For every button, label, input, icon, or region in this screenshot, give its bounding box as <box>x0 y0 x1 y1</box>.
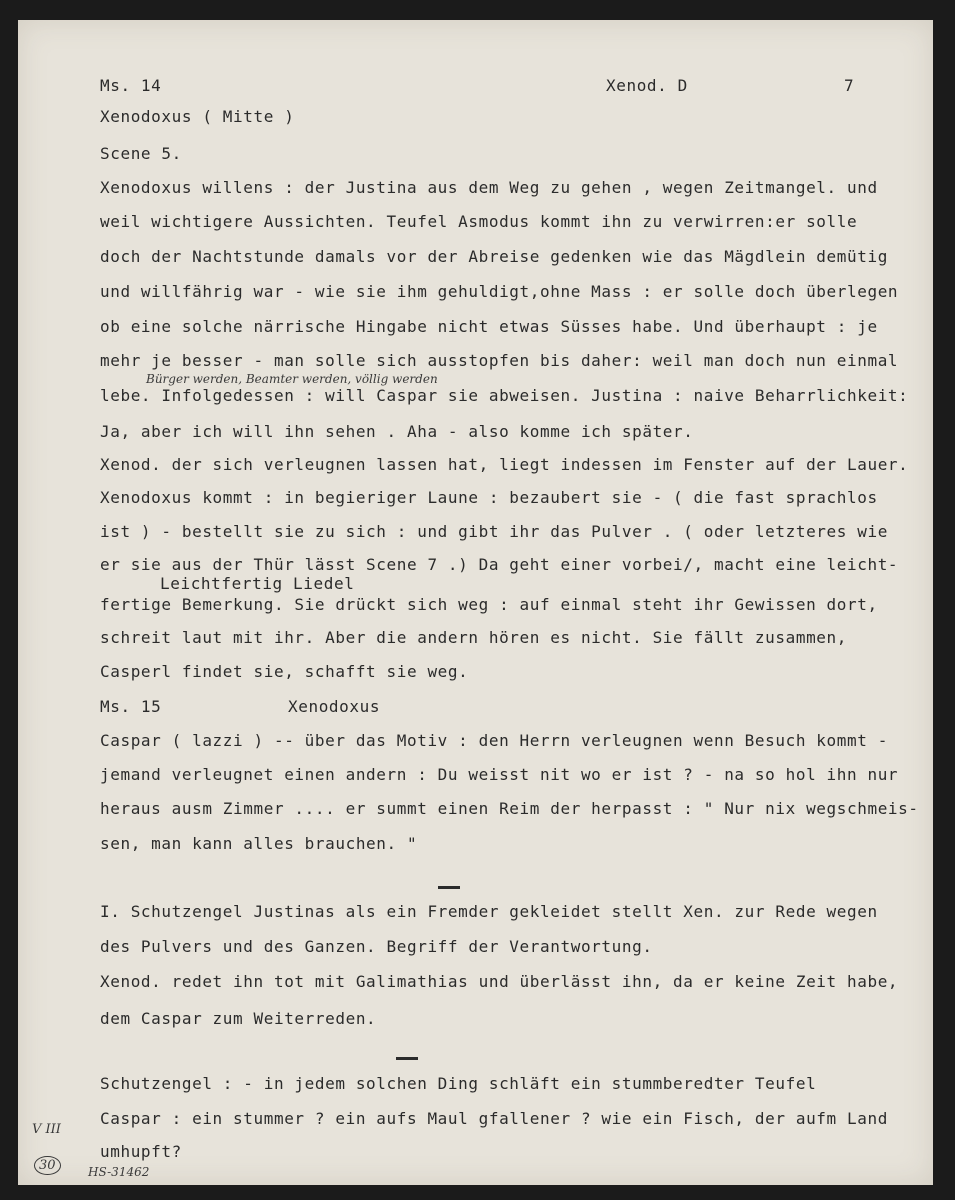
handwritten-insertion: Bürger werden, Beamter werden, völlig werden <box>146 372 438 386</box>
folio-number: 30 <box>34 1156 61 1175</box>
text-line: jemand verleugnet einen andern : Du weisst nit wo er ist ? - na so hol ihn nur <box>100 765 899 784</box>
text-line: Xenodoxus willens : der Justina aus dem Weg zu gehen , wegen Zeitmangel. und <box>100 178 878 197</box>
text-line: fertige Bemerkung. Sie drückt sich weg : auf einmal steht ihr Gewissen dort, <box>100 595 878 614</box>
text-line: Xenod. der sich verleugnen lassen hat, liegt indessen im Fenster auf der Lauer. <box>100 455 909 474</box>
shelfmark: HS-31462 <box>88 1165 150 1179</box>
typed-insertion: Leichtfertig Liedel <box>160 574 355 593</box>
text-line: Ja, aber ich will ihn sehen . Aha - also komme ich später. <box>100 422 694 441</box>
text-line: Caspar ( lazzi ) -- über das Motiv : den Herrn verleugnen wenn Besuch kommt - <box>100 731 888 750</box>
text-line: mehr je besser - man solle sich ausstopfen bis daher: weil man doch nun einmal <box>100 351 899 370</box>
text-line: lebe. Infolgedessen : will Caspar sie abweisen. Justina : naive Beharrlichkeit: <box>100 386 909 405</box>
text-line: ob eine solche närrische Hingabe nicht etwas Süsses habe. Und überhaupt : je <box>100 317 878 336</box>
text-line: Schutzengel : - in jedem solchen Ding schläft ein stummberedter Teufel <box>100 1074 817 1093</box>
text-line: doch der Nachtstunde damals vor der Abreise gedenken wie das Mägdlein demütig <box>100 247 888 266</box>
text-line: Casperl findet sie, schafft sie weg. <box>100 662 469 681</box>
section-divider <box>438 886 460 889</box>
header-title: Xenod. D <box>606 76 688 95</box>
text-line: und willfährig war - wie sie ihm gehuldigt,ohne Mass : er solle doch überlegen <box>100 282 899 301</box>
text-line: ist ) - bestellt sie zu sich : und gibt ihr das Pulver . ( oder letzteres wie <box>100 522 888 541</box>
header-manuscript-number: Ms. 14 <box>100 76 162 95</box>
document-page <box>18 20 933 1185</box>
text-line: Xenodoxus ( Mitte ) <box>100 107 295 126</box>
page-number: 7 <box>844 76 855 95</box>
text-line: umhupft? <box>100 1142 182 1161</box>
archive-mark: V III <box>32 1122 61 1137</box>
text-line: schreit laut mit ihr. Aber die andern hören es nicht. Sie fällt zusammen, <box>100 628 847 647</box>
text-line: I. Schutzengel Justinas als ein Fremder gekleidet stellt Xen. zur Rede wegen <box>100 902 878 921</box>
text-line: dem Caspar zum Weiterreden. <box>100 1009 377 1028</box>
section-title: Xenodoxus <box>288 697 381 716</box>
text-line: Scene 5. <box>100 144 182 163</box>
text-line: er sie aus der Thür lässt Scene 7 .) Da geht einer vorbei/, macht eine leicht- <box>100 555 899 574</box>
text-line: sen, man kann alles brauchen. " <box>100 834 418 853</box>
text-line: weil wichtigere Aussichten. Teufel Asmodus kommt ihn zu verwirren:er solle <box>100 212 858 231</box>
text-line: Xenod. redet ihn tot mit Galimathias und überlässt ihn, da er keine Zeit habe, <box>100 972 899 991</box>
text-line: Xenodoxus kommt : in begieriger Laune : bezaubert sie - ( die fast sprachlos <box>100 488 878 507</box>
section-manuscript-number: Ms. 15 <box>100 697 162 716</box>
text-line: des Pulvers und des Ganzen. Begriff der Verantwortung. <box>100 937 653 956</box>
text-line: heraus ausm Zimmer .... er summt einen Reim der herpasst : " Nur nix wegschmeis- <box>100 799 919 818</box>
section-divider <box>396 1057 418 1060</box>
text-line: Caspar : ein stummer ? ein aufs Maul gfallener ? wie ein Fisch, der aufm Land <box>100 1109 888 1128</box>
